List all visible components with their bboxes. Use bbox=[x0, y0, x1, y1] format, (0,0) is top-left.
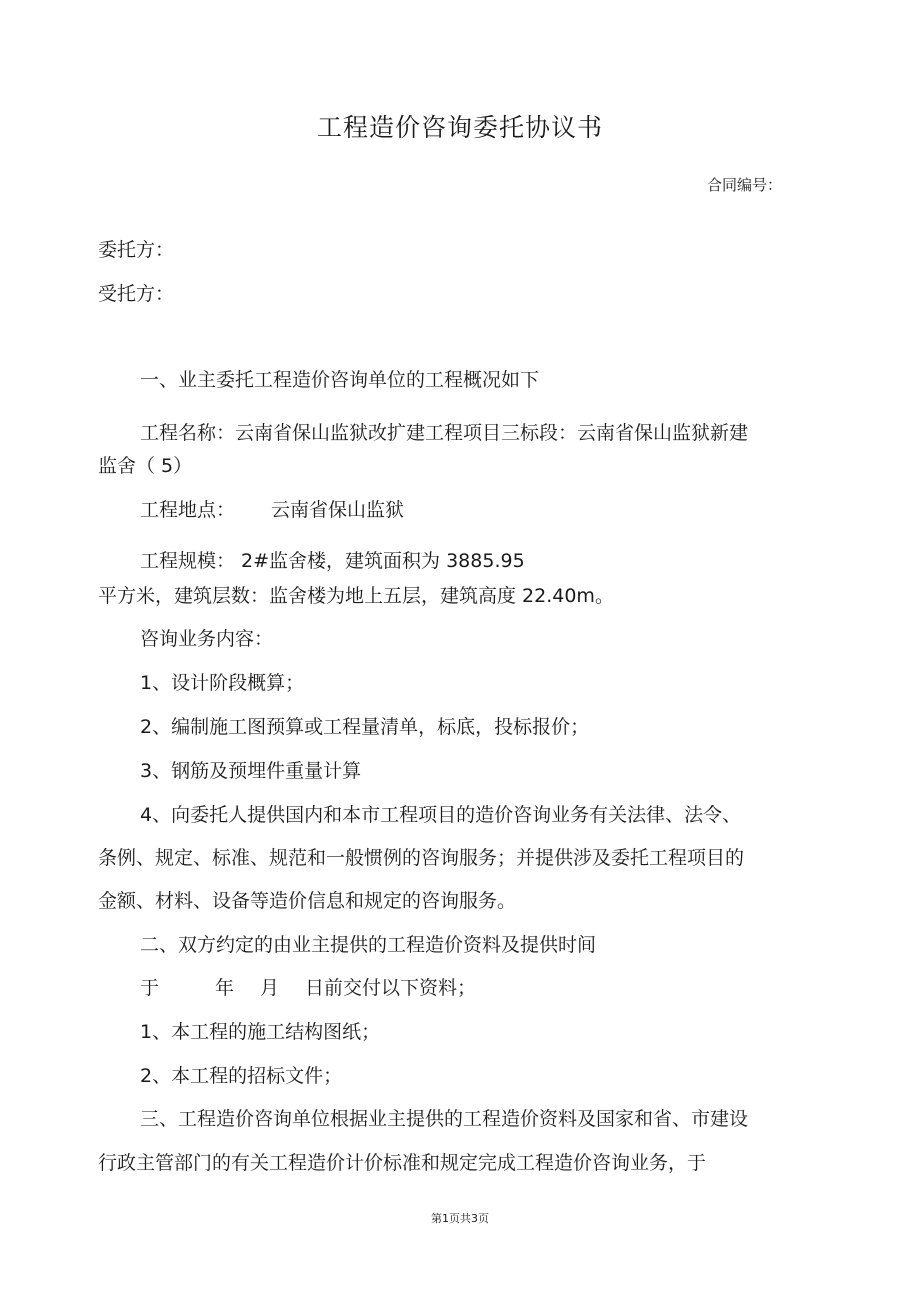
section1-heading: 一、业主委托工程造价咨询单位的工程概况如下 bbox=[140, 369, 540, 391]
doc-item-1: 1、本工程的施工结构图纸； bbox=[140, 1021, 381, 1043]
section3-line1: 三、工程造价咨询单位根据业主提供的工程造价资料及国家和省、市建设 bbox=[140, 1108, 749, 1130]
doc-item-2: 2、本工程的招标文件； bbox=[140, 1065, 343, 1087]
service-heading: 咨询业务内容： bbox=[140, 628, 274, 650]
date-rest: 日前交付以下资料； bbox=[305, 977, 477, 999]
project-location bbox=[140, 497, 404, 523]
service-item-4-line1: 4、向委托人提供国内和本市工程项目的造价咨询业务有关法律、法令、 bbox=[140, 804, 742, 826]
service-item-4-line2: 条例、规定、标准、规范和一般惯例的咨询服务；并提供涉及委托工程项目的 bbox=[98, 847, 745, 869]
service-item-4-line3: 金额、材料、设备等造价信息和规定的咨询服务。 bbox=[98, 890, 517, 912]
contractor-label: 受托方： bbox=[98, 283, 175, 305]
project-name-line1: 工程名称：云南省保山监狱改扩建工程项目三标段：云南省保山监狱新建 bbox=[140, 422, 749, 444]
service-item-1: 1、设计阶段概算； bbox=[140, 672, 305, 694]
contract-number-label: 合同编号： bbox=[706, 176, 782, 194]
service-item-3: 3、钢筋及预埋件重量计算 bbox=[140, 760, 362, 782]
date-year: 年 bbox=[215, 977, 235, 999]
project-scale-line1: 工程规模： 2#监舍楼，建筑面积为 3885.95 bbox=[140, 550, 525, 572]
client-label: 委托方： bbox=[98, 239, 175, 261]
section3-line2: 行政主管部门的有关工程造价计价标准和规定完成工程造价咨询业务，于 bbox=[98, 1152, 707, 1174]
date-yu: 于 bbox=[140, 977, 160, 999]
project-scale-line2: 平方米，建筑层数：监舍楼为地上五层，建筑高度 22.40m。 bbox=[98, 585, 614, 607]
section2-heading: 二、双方约定的由业主提供的工程造价资料及提供时间 bbox=[140, 934, 597, 956]
project-name-line2: 监舍（ 5） bbox=[98, 455, 193, 477]
project-location-label: 工程地点： bbox=[140, 499, 236, 521]
date-month: 月 bbox=[260, 977, 280, 999]
delivery-date-line bbox=[140, 975, 476, 1001]
service-item-2: 2、编制施工图预算或工程量清单，标底，投标报价； bbox=[140, 716, 590, 738]
project-location-value: 云南省保山监狱 bbox=[271, 499, 405, 521]
page-footer: 第1页共3页 bbox=[431, 1212, 489, 1225]
document-title: 工程造价咨询委托协议书 bbox=[316, 113, 603, 142]
